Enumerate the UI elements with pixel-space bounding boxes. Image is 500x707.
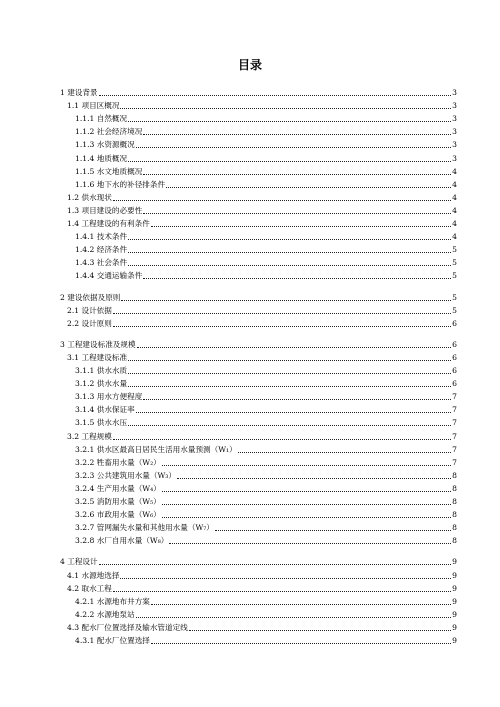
toc-entry-label: 3.2.5 消防用水量（W₅） xyxy=(75,497,161,506)
toc-leader-dots xyxy=(128,385,451,387)
toc-entry-label: 3.1.5 供水水压 xyxy=(75,418,128,428)
toc-entry[interactable] xyxy=(75,455,457,468)
toc-page-number: 3 xyxy=(452,88,457,97)
toc-leader-dots xyxy=(177,477,451,479)
toc-entry[interactable] xyxy=(75,268,457,281)
toc-leader-dots xyxy=(143,173,451,175)
toc-entry-label: 4 工程设计 xyxy=(60,557,98,567)
toc-entry-label: 3.1.4 供水保证率 xyxy=(75,405,135,415)
toc-leader-dots xyxy=(128,251,451,253)
toc-entry-label: 3.2.6 市政用水量（W₆） xyxy=(75,510,161,520)
toc-entry-label: 1.1.3 水资源概况 xyxy=(75,140,135,150)
toc-leader-dots xyxy=(120,577,451,579)
toc-entry-label: 3.2 工程规模 xyxy=(67,431,112,441)
toc-page-number: 7 xyxy=(452,457,457,467)
toc-leader-dots xyxy=(113,312,451,314)
toc-page-number: 8 xyxy=(452,510,457,520)
toc-entry[interactable] xyxy=(75,124,457,137)
toc-leader-dots xyxy=(151,642,451,644)
toc-leader-dots xyxy=(128,359,451,361)
toc-entry-label: 1.3 项目建设的必要性 xyxy=(67,205,143,215)
toc-entry[interactable] xyxy=(75,389,457,402)
toc-entry-label: 2.2 设计原则 xyxy=(67,318,112,328)
toc-leader-dots xyxy=(113,325,451,327)
toc-entry[interactable] xyxy=(75,402,457,415)
toc-entry-label: 1 建设背景 xyxy=(60,88,98,97)
toc-entry-label: 1.4.1 技术条件 xyxy=(75,232,128,242)
toc-leader-dots xyxy=(238,451,451,453)
toc-entry[interactable] xyxy=(75,151,457,164)
toc-entry-label: 3.2.3 公共建筑用水量（W₃） xyxy=(75,470,176,480)
toc-entry[interactable] xyxy=(67,216,457,229)
toc-leader-dots xyxy=(137,346,452,348)
toc-entry-label: 4.1 水源地选择 xyxy=(67,570,120,580)
toc-entry-label: 1.4 工程建设的有利条件 xyxy=(67,219,150,228)
toc-leader-dots xyxy=(162,503,451,505)
toc-entry-label: 3.2.4 生产用水量（W₄） xyxy=(75,483,161,493)
toc-entry[interactable] xyxy=(67,303,457,316)
toc-leader-dots xyxy=(162,490,451,492)
toc-page-number: 9 xyxy=(452,583,457,593)
toc-entry-label: 2.1 设计依据 xyxy=(67,305,112,315)
toc-leader-dots xyxy=(99,563,452,565)
toc-entry-label: 1.4.2 经济条件 xyxy=(75,245,128,255)
toc-entry[interactable] xyxy=(67,98,457,111)
toc-leader-dots xyxy=(143,133,451,135)
toc-entry[interactable] xyxy=(75,137,457,150)
toc-page-number: 8 xyxy=(452,483,457,493)
toc-entry-label: 1.1.4 地质概况 xyxy=(75,153,128,163)
toc-leader-dots xyxy=(143,212,451,214)
toc-page-number: 6 xyxy=(452,366,457,375)
toc-entry[interactable] xyxy=(60,337,457,350)
toc-entry-label: 3.2.1 供水区最高日居民生活用水量预测（W₁） xyxy=(75,444,237,454)
toc-page-number: 9 xyxy=(452,596,457,606)
toc-leader-dots xyxy=(189,629,451,631)
toc-entry-label: 4.3 配水厂位置选择及输水管道定线 xyxy=(67,622,188,632)
toc-entry-label: 4.2.2 水源地泵站 xyxy=(75,609,135,619)
toc-entry-label: 1.2 供水现状 xyxy=(67,192,112,202)
toc-entry-label: 4.2.1 水源地布井方案 xyxy=(75,596,150,606)
toc-leader-dots xyxy=(120,107,451,109)
toc-page-number: 4 xyxy=(452,205,457,215)
toc-leader-dots xyxy=(215,529,451,531)
toc-leader-dots xyxy=(113,438,451,440)
toc-page-number: 9 xyxy=(452,609,457,619)
toc-entry-label: 4.2 取水工程 xyxy=(67,583,112,593)
toc-page-number: 8 xyxy=(452,497,457,506)
toc-page-number: 7 xyxy=(452,405,457,415)
toc-leader-dots xyxy=(128,160,451,162)
toc-page-number: 6 xyxy=(452,318,457,328)
toc-leader-dots xyxy=(136,411,451,413)
toc-entry[interactable] xyxy=(75,376,457,389)
toc-page-number: 4 xyxy=(452,232,457,242)
toc-entry[interactable] xyxy=(67,350,457,363)
toc-entry[interactable] xyxy=(75,594,457,607)
toc-page-number: 8 xyxy=(452,470,457,480)
toc-entry[interactable] xyxy=(75,442,457,455)
toc-entry-label: 3.1.3 用水方便程度 xyxy=(75,392,143,402)
toc-leader-dots xyxy=(128,424,451,426)
toc-page-number: 9 xyxy=(452,557,457,567)
toc-leader-dots xyxy=(136,146,451,148)
toc-entry[interactable] xyxy=(75,468,457,481)
toc-entry[interactable] xyxy=(75,415,457,428)
toc-entry-label: 3.1 工程建设标准 xyxy=(67,352,128,362)
toc-page-number: 4 xyxy=(452,179,457,189)
toc-entry-label: 1.1.1 自然概况 xyxy=(75,114,128,124)
toc-page-number: 5 xyxy=(452,245,457,255)
toc-page-number: 8 xyxy=(452,536,457,546)
toc-entry[interactable] xyxy=(60,290,457,303)
toc-entry[interactable] xyxy=(75,520,457,533)
toc-entry[interactable] xyxy=(67,316,457,329)
toc-entry[interactable] xyxy=(75,481,457,494)
toc-entry[interactable] xyxy=(60,554,457,567)
toc-entry[interactable] xyxy=(67,581,457,594)
toc-entry-label: 1.1 项目区概况 xyxy=(67,101,120,111)
toc-page-number: 5 xyxy=(452,258,457,268)
toc-entry-label: 2 建设依据及原则 xyxy=(60,292,121,302)
toc-entry-label: 3.2.2 牲畜用水量（W₂） xyxy=(75,457,161,467)
toc-entry[interactable] xyxy=(75,533,457,546)
toc-leader-dots xyxy=(99,94,452,96)
toc-page-number: 8 xyxy=(452,523,457,533)
toc-page-number: 9 xyxy=(452,636,457,645)
toc-page-number: 7 xyxy=(452,392,457,402)
toc-entry-label: 1.4.4 交通运输条件 xyxy=(75,271,143,281)
toc-entry[interactable] xyxy=(75,494,457,507)
toc-entry-label: 1.4.3 社会条件 xyxy=(75,258,128,268)
toc-entry-label: 1.1.2 社会经济境况 xyxy=(75,127,143,137)
toc-entry[interactable] xyxy=(60,85,457,98)
toc-leader-dots xyxy=(151,225,451,227)
toc-page-number: 3 xyxy=(452,101,457,111)
toc-entry[interactable] xyxy=(75,242,457,255)
toc-leader-dots xyxy=(151,603,451,605)
toc-page-number: 7 xyxy=(452,444,457,454)
toc-entry-label: 3.2.7 管网漏失水量和其他用水量（W₇） xyxy=(75,523,214,533)
toc-page-number: 9 xyxy=(452,622,457,632)
toc-entry[interactable] xyxy=(75,164,457,177)
toc-leader-dots xyxy=(113,199,451,201)
toc-entry[interactable] xyxy=(75,255,457,268)
toc-page-number: 4 xyxy=(452,219,457,228)
toc-page-number: 9 xyxy=(452,570,457,580)
toc-leader-dots xyxy=(128,372,451,374)
toc-page-number: 5 xyxy=(452,271,457,281)
toc-entry[interactable] xyxy=(67,190,457,203)
toc-page-number: 6 xyxy=(452,352,457,362)
toc-leader-dots xyxy=(128,264,451,266)
toc-entry[interactable] xyxy=(75,607,457,620)
toc-page-number: 5 xyxy=(452,305,457,315)
toc-leader-dots xyxy=(143,398,451,400)
toc-entry[interactable] xyxy=(75,363,457,376)
toc-entry[interactable] xyxy=(75,111,457,124)
toc-page-number: 6 xyxy=(452,379,457,389)
toc-page-number: 7 xyxy=(452,431,457,441)
toc-entry-label: 4.3.1 配水厂位置选择 xyxy=(75,636,150,645)
toc-entry-label: 3 工程建设标准及规模 xyxy=(60,339,136,349)
toc-entry-label: 3.1.1 供水水质 xyxy=(75,366,128,375)
toc-entry-label: 1.1.5 水文地质概况 xyxy=(75,166,143,176)
toc-entry[interactable] xyxy=(67,429,457,442)
toc-entry[interactable] xyxy=(75,507,457,520)
toc-page-number: 7 xyxy=(452,418,457,428)
toc-entry[interactable] xyxy=(67,620,457,633)
toc-leader-dots xyxy=(113,590,451,592)
toc-entry-label: 1.1.6 地下水的补径排条件 xyxy=(75,179,166,189)
toc-leader-dots xyxy=(166,186,451,188)
toc-leader-dots xyxy=(128,120,451,122)
toc-entry[interactable] xyxy=(75,229,457,242)
toc-leader-dots xyxy=(136,616,451,618)
toc-page-number: 3 xyxy=(452,153,457,163)
toc-page-number: 6 xyxy=(452,339,457,349)
toc-leader-dots xyxy=(128,238,451,240)
toc-entry-label: 3.2.8 水厂自用水量（W₈） xyxy=(75,536,169,546)
toc-page-number: 4 xyxy=(452,192,457,202)
toc-page-number: 3 xyxy=(452,114,457,124)
toc-entry[interactable] xyxy=(75,633,457,646)
toc-entry[interactable] xyxy=(67,203,457,216)
toc-leader-dots xyxy=(169,542,451,544)
toc-page-number: 3 xyxy=(452,127,457,137)
toc-leader-dots xyxy=(121,299,451,301)
toc-entry[interactable] xyxy=(75,177,457,190)
page-title: 目录 xyxy=(237,58,262,72)
toc-page-number: 5 xyxy=(452,292,457,302)
toc-leader-dots xyxy=(143,277,451,279)
toc-page-number: 3 xyxy=(452,140,457,150)
toc-page-number: 4 xyxy=(452,166,457,176)
toc-entry[interactable] xyxy=(67,568,457,581)
toc-leader-dots xyxy=(162,516,451,518)
toc-leader-dots xyxy=(162,464,451,466)
toc-entry-label: 3.1.2 供水水量 xyxy=(75,379,128,389)
